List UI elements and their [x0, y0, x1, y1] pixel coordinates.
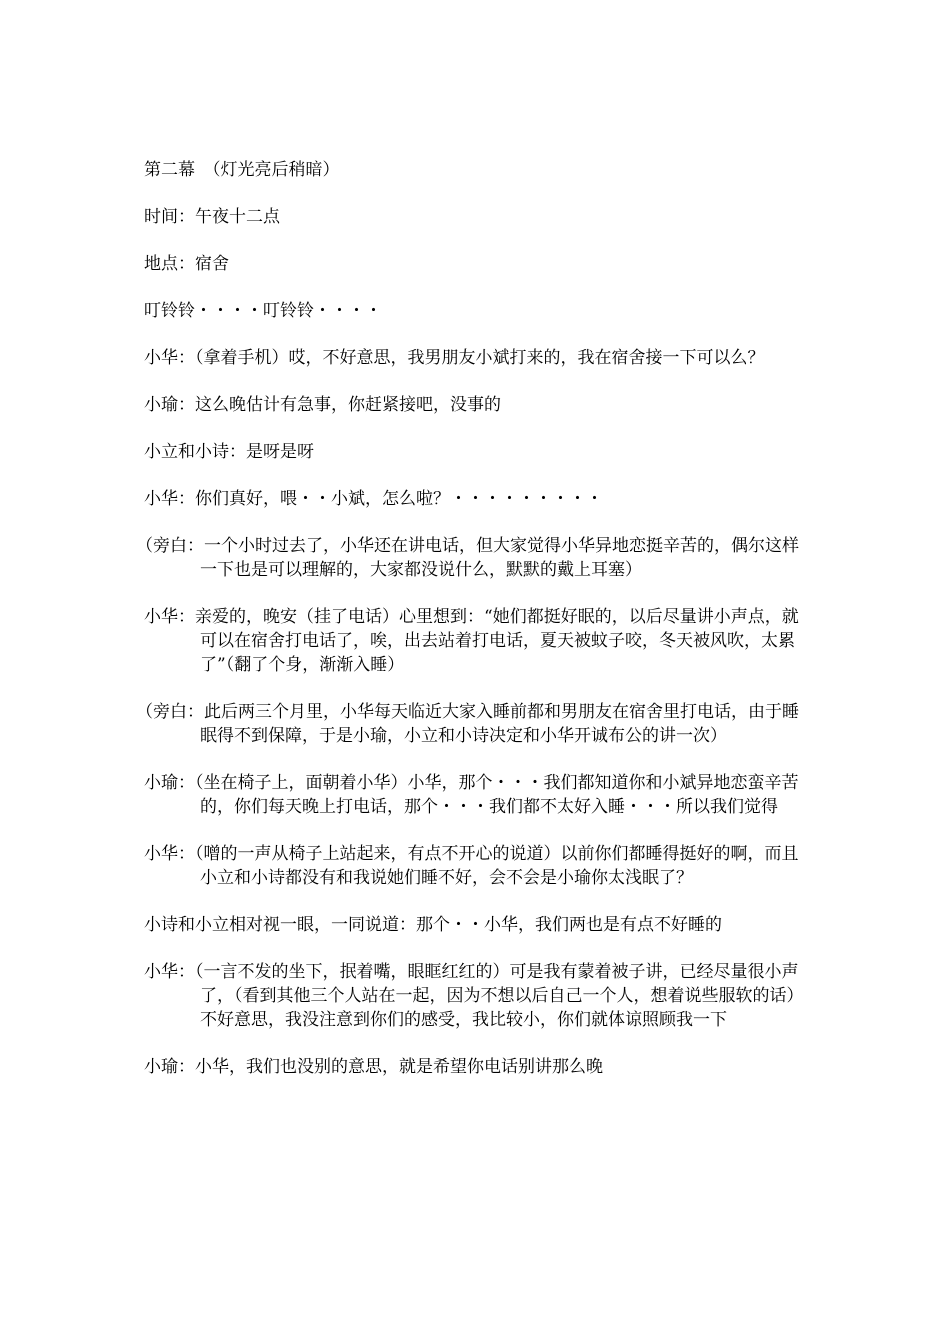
dialogue-line: 小华：亲爱的，晚安（挂了电话）心里想到：“她们都挺好眠的，以后尽量讲小声点，就可以在宿舍打电话了，唉，出去站着打电话，夏天被蚊子咬，冬天被风吹，太累了”（翻了个身，渐渐入睡） — [144, 607, 799, 675]
dialogue-line: 小瑜：这么晚估计有急事，你赶紧接吧，没事的 — [144, 395, 501, 415]
dialogue-line: 小瑜：（坐在椅子上，面朝着小华）小华，那个・・・我们都知道你和小斌异地恋蛮辛苦的，你们每天晚上打电话，那个・・・我们都不太好入睡・・・所以我们觉得 — [144, 773, 799, 817]
script-body — [136, 158, 810, 1102]
narration-note: （旁白：此后两三个月里，小华每天临近大家入睡前都和男朋友在宿舍里打电话，由于睡眠得不到保障，于是小瑜，小立和小诗决定和小华开诚布公的讲一次） — [136, 702, 799, 746]
narration-note: （旁白：一个小时过去了，小华还在讲电话，但大家觉得小华异地恋挺辛苦的，偶尔这样一下也是可以理解的，大家都没说什么，默默的戴上耳塞） — [136, 536, 799, 580]
place-line: 地点：宿舍 — [144, 254, 229, 274]
act-heading: 第二幕 （灯光亮后稍暗） — [144, 160, 340, 180]
dialogue-line: 小华：（拿着手机）哎，不好意思，我男朋友小斌打来的，我在宿舍接一下可以么？ — [144, 348, 765, 368]
dialogue-line: 小立和小诗：是呀是呀 — [144, 442, 314, 462]
dialogue-line: 小华：（噌的一声从椅子上站起来，有点不开心的说道）以前你们都睡得挺好的啊，而且小立和小诗都没有和我说她们睡不好，会不会是小瑜你太浅眠了？ — [144, 844, 799, 888]
sound-effect-line: 叮铃铃・・・・叮铃铃・・・・ — [144, 301, 382, 321]
dialogue-line: 小华：你们真好，喂・・小斌，怎么啦？・・・・・・・・・ — [144, 489, 603, 509]
dialogue-line: 小华：（一言不发的坐下，抿着嘴，眼眶红红的）可是我有蒙着被子讲，已经尽量很小声了，（看到其他三个人站在一起，因为不想以后自己一个人，想着说些服软的话）不好意思，我没注意到你们的感受，我比较小，你们就体谅照顾我一下 — [144, 962, 804, 1030]
dialogue-line: 小瑜：小华，我们也没别的意思，就是希望你电话别讲那么晚 — [144, 1057, 603, 1077]
time-line: 时间：午夜十二点 — [144, 207, 280, 227]
stage-direction-line: 小诗和小立相对视一眼，一同说道：那个・・小华，我们两也是有点不好睡的 — [144, 915, 722, 935]
